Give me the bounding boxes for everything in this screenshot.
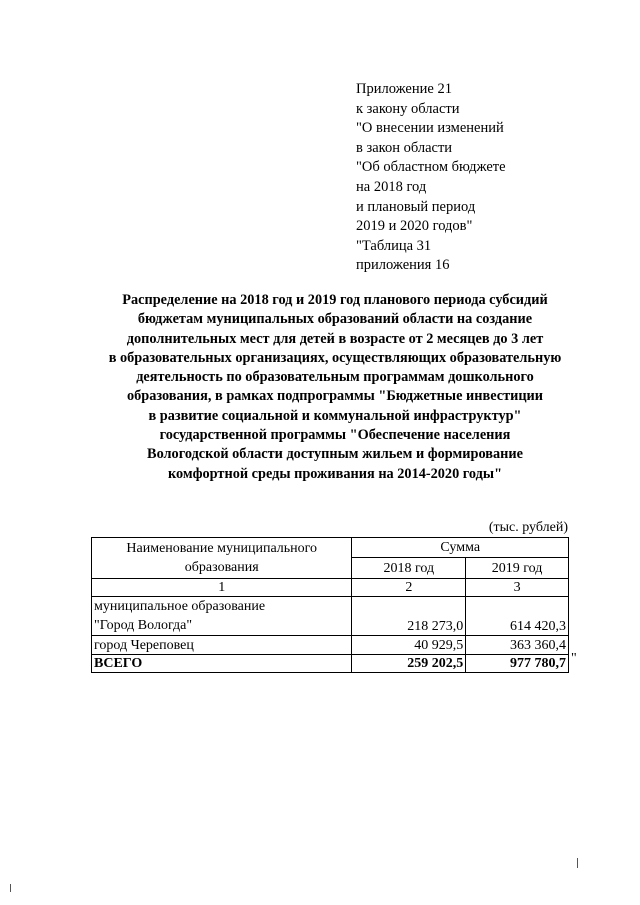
value-2018: 218 273,0 <box>352 597 466 636</box>
appendix-line: в закон области <box>356 139 453 156</box>
name-line: "Город Вологда" <box>94 618 193 633</box>
appendix-line: "О внесении изменений <box>356 120 504 137</box>
title-line: Распределение на 2018 год и 2019 год планового периода субсидий <box>122 292 548 308</box>
table-row <box>92 636 569 655</box>
title-line: в образовательных организациях, осуществляющих образовательную <box>108 349 562 366</box>
name-line: муниципальное образование <box>94 599 266 614</box>
subsidy-table <box>91 537 569 673</box>
value-2019: 614 420,3 <box>466 597 569 636</box>
total-2019: 977 780,7 <box>466 655 569 673</box>
table-header-row <box>92 538 569 558</box>
appendix-line: к закону области <box>356 100 460 117</box>
appendix-line: "Таблица 31 <box>356 237 432 254</box>
municipality-name <box>92 597 352 636</box>
title-line: государственной программы "Обеспечение населения <box>159 427 511 444</box>
total-2018: 259 202,5 <box>352 655 466 673</box>
column-number: 1 <box>92 579 352 597</box>
appendix-line: и плановый период <box>356 198 476 215</box>
document-title <box>90 291 580 484</box>
appendix-header <box>356 80 506 276</box>
header-sum: Сумма <box>352 538 569 558</box>
appendix-line: приложения 16 <box>356 257 450 274</box>
total-label: ВСЕГО <box>92 655 352 673</box>
municipality-name: город Череповец <box>92 636 352 655</box>
appendix-line: "Об областном бюджете <box>356 159 506 176</box>
column-number-row <box>92 579 569 597</box>
title-line: комфортной среды проживания на 2014-2020 годы" <box>167 465 503 482</box>
appendix-line: 2019 и 2020 годов" <box>356 218 473 235</box>
title-line: в развитие социальной и коммунальной инфраструктур" <box>148 407 522 424</box>
value-2019: 363 360,4 <box>466 636 569 655</box>
title-line: бюджетам муниципальных образований области на создание <box>137 311 533 328</box>
header-2019: 2019 год <box>466 558 569 579</box>
units-label: (тыс. рублей) <box>488 520 568 535</box>
scan-mark <box>577 858 578 868</box>
title-line: образования, в рамках подпрограммы "Бюджетные инвестиции <box>126 388 544 405</box>
header-2018: 2018 год <box>352 558 466 579</box>
table-row <box>92 597 569 636</box>
appendix-line: Приложение 21 <box>356 81 452 97</box>
value-2018: 40 929,5 <box>352 636 466 655</box>
title-line: Вологодской области доступным жильем и формирование <box>147 446 523 463</box>
title-line: дополнительных мест для детей в возрасте от 2 месяцев до 3 лет <box>126 330 544 347</box>
column-number: 3 <box>466 579 569 597</box>
scan-mark <box>10 884 11 892</box>
closing-quote: " <box>571 651 577 666</box>
header-name: Наименование муниципального образования <box>92 538 352 579</box>
total-row <box>92 655 569 673</box>
appendix-line: на 2018 год <box>356 178 427 195</box>
title-line: деятельность по образовательным программам дошкольного <box>136 369 534 386</box>
column-number: 2 <box>352 579 466 597</box>
